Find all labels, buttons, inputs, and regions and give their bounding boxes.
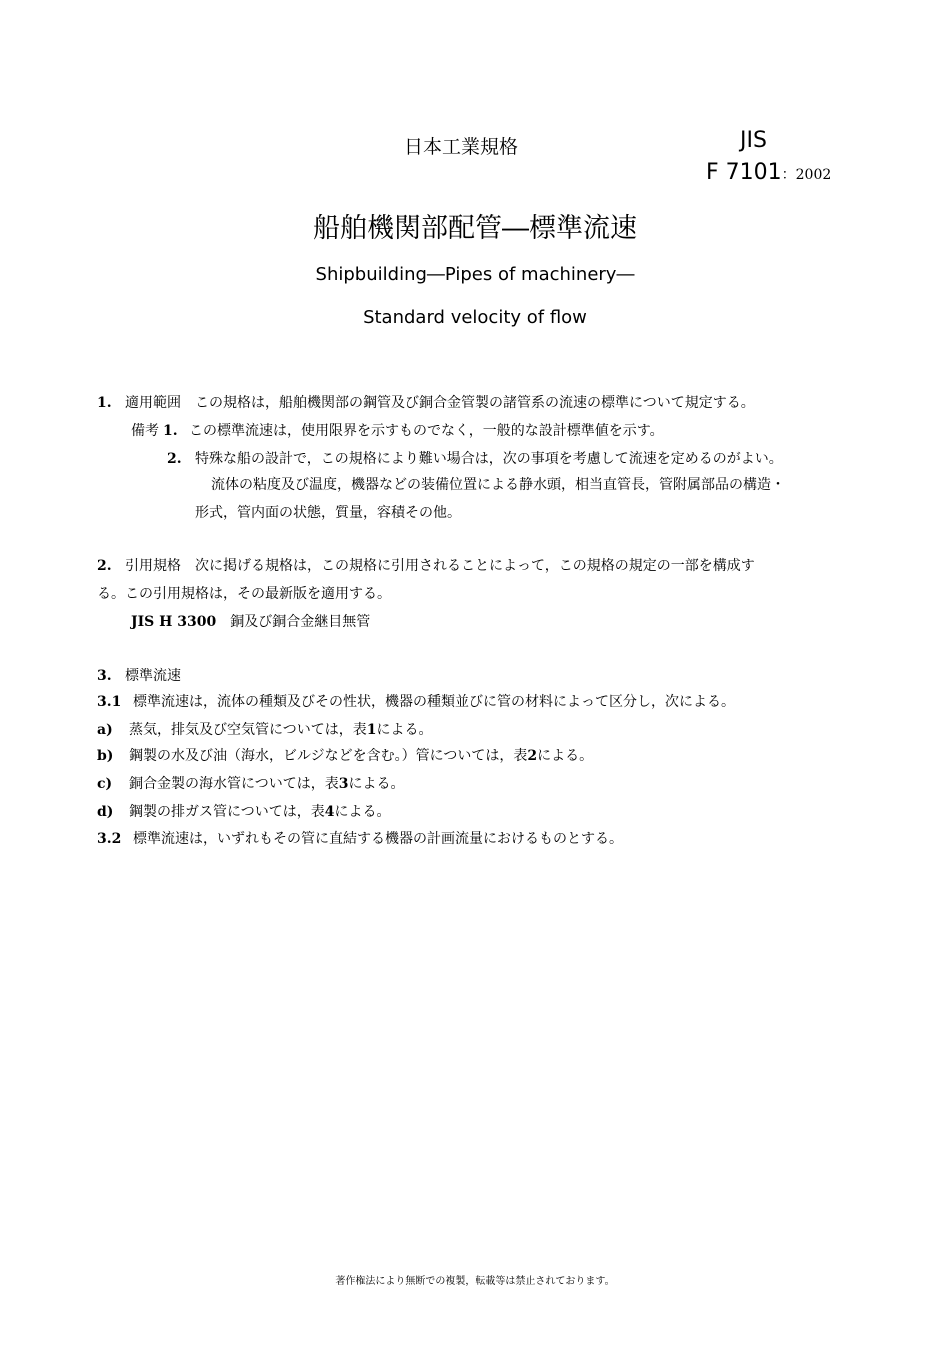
list-item-text: 鋼製の水及び油（海水，ビルジなどを含む。）管については，表 [129,748,528,764]
section-2-number: 2. [97,558,112,574]
table-ref: 3 [338,776,349,792]
section-2-heading-line [97,556,755,576]
para-3-1-text: 標準流速は，流体の種類及びその性状，機器の種類並びに管の材料によって区分し，次による。 [133,694,735,710]
referenced-standard [131,612,370,632]
para-3-2 [97,829,623,849]
title-en-line2: Standard velocity of flow [363,307,587,328]
list-item-label: a) [97,722,113,738]
standard-year: ：2002 [781,167,832,183]
list-item-label: c) [97,776,113,792]
list-item-label: d) [97,804,114,820]
remark-2-line3: 形式，管内面の状態，質量，容積その他。 [195,505,461,521]
section-1-text: この規格は，船舶機関部の鋼管及び銅合金管製の諸管系の流速の標準について規定する。 [195,395,755,411]
section-1-heading-line [97,393,755,413]
section-1-heading: 適用範囲 [125,395,181,411]
remark-label: 備考 [131,423,159,439]
list-item-label: b) [97,748,114,764]
remark-2-text: 特殊な船の設計で，この規格により難い場合は，次の事項を考慮して流速を定めるのがよい。 [195,451,783,467]
list-item-text: 銅合金製の海水管については，表 [129,776,339,792]
list-item-text-end: による。 [537,748,594,764]
remark-1-text: この標準流速は，使用限界を示すものでなく，一般的な設計標準値を示す。 [189,423,664,439]
table-ref: 4 [324,804,335,820]
remark-2-number: 2. [167,451,182,467]
list-item [97,746,593,766]
section-3-heading: 標準流速 [125,668,181,684]
list-item-text-end: による。 [376,722,433,738]
copyright-notice: 著作権法により無断での複製，転載等は禁止されております。 [335,1276,615,1287]
section-2-text: 次に掲げる規格は，この規格に引用されることによって，この規格の規定の一部を構成す [195,558,755,574]
list-item [97,720,432,740]
standard-number-line [706,160,831,185]
para-3-1 [97,692,735,712]
list-item-text-end: による。 [348,776,405,792]
list-item-text: 蒸気，排気及び空気管については，表 [129,722,367,738]
remark-2 [167,449,783,469]
standard-number: F 7101 [706,160,782,185]
jis-label: JIS [740,128,767,153]
list-item [97,802,390,822]
list-item [97,774,404,794]
section-3-heading-line [97,666,181,686]
para-3-1-number: 3.1 [97,694,122,710]
section-1-number: 1. [97,395,112,411]
title-en-line1: Shipbuilding―Pipes of machinery― [315,264,635,285]
ref-title: 銅及び銅合金継目無管 [230,614,371,630]
remark-1 [131,421,664,441]
section-2-heading: 引用規格 [125,558,181,574]
title-jp: 船舶機関部配管―標準流速 [313,213,637,244]
list-item-text: 鋼製の排ガス管については，表 [129,804,325,820]
ref-code: JIS H 3300 [131,614,217,630]
para-3-2-text: 標準流速は，いずれもその管に直結する機器の計画流量におけるものとする。 [133,831,623,847]
section-2-text-line2: る。この引用規格は，その最新版を適用する。 [97,586,391,602]
para-3-2-number: 3.2 [97,831,122,847]
remark-2-line2: 流体の粘度及び温度，機器などの装備位置による静水頭，相当直管長，管附属部品の構造・ [211,477,785,493]
section-3-number: 3. [97,668,112,684]
table-ref: 1 [366,722,377,738]
remark-1-number: 1. [163,423,178,439]
list-item-text-end: による。 [334,804,391,820]
standard-name-jp: 日本工業規格 [404,136,519,158]
table-ref: 2 [527,748,538,764]
